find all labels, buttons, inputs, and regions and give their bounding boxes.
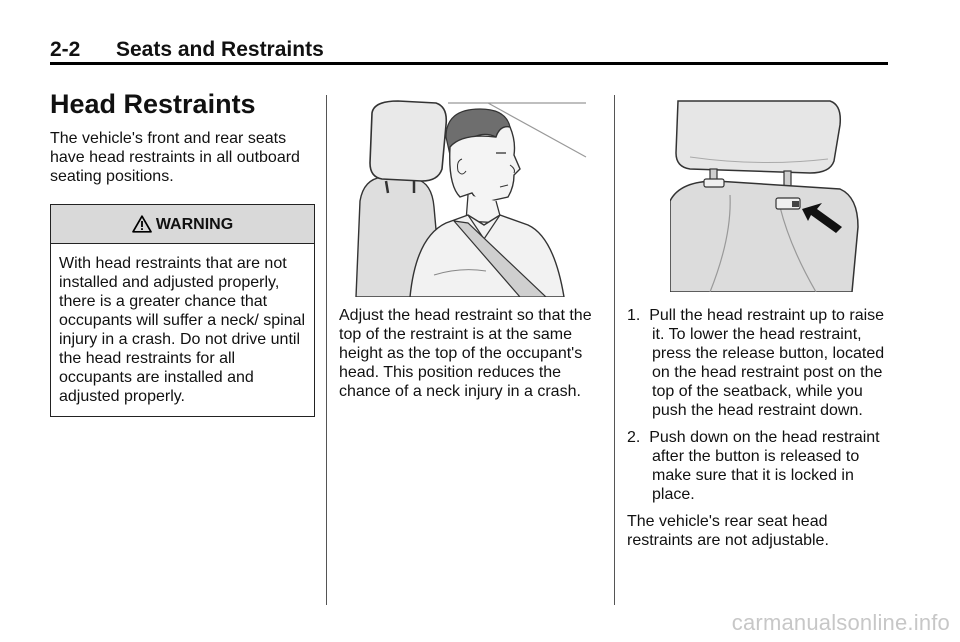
column-right <box>627 97 889 550</box>
section-title: Seats and Restraints <box>116 38 324 61</box>
column-middle <box>339 97 601 401</box>
watermark: carmanualsonline.info <box>731 610 950 635</box>
header-rule <box>50 62 888 65</box>
warning-triangle-icon <box>132 215 152 233</box>
closing-paragraph: The vehicle's rear seat head restraints are not adjustable. <box>627 513 829 549</box>
intro-paragraph: The vehicle's front and rear seats have head restraints in all outboard seating positions. <box>50 130 300 185</box>
adjust-paragraph: Adjust the head restraint so that the top of the restraint is at the same height as the top of the occupant's head. This position reduces the chance of a neck injury in a crash. <box>339 307 592 400</box>
list-item <box>627 428 889 504</box>
page-number: 2-2 <box>50 38 81 61</box>
warning-text: With head restraints that are not installed and adjusted properly, there is a greater chance that occupants will suffer a neck/ spinal injury in a crash. Do not drive until the head restraints for all occupants are installed and adjusted properly. <box>59 255 306 405</box>
head-restraint-release-illustration <box>670 97 860 292</box>
list-item <box>627 306 889 420</box>
step-number: 1. <box>627 307 641 324</box>
warning-label: WARNING <box>155 215 234 233</box>
warning-header <box>51 205 314 244</box>
warning-box <box>50 204 315 417</box>
step-text: Push down on the head restraint after the button is released to make sure that it is locked in place. <box>649 429 880 503</box>
column-divider <box>614 95 615 605</box>
column-divider <box>326 95 327 605</box>
page-header <box>50 38 888 64</box>
occupant-head-restraint-illustration <box>350 97 590 297</box>
column-left <box>50 88 316 417</box>
page-heading: Head Restraints <box>50 89 256 119</box>
step-text: Pull the head restraint up to raise it. To lower the head restraint, press the release button, located on the head restraint post on the top of the seatback, while you push the head restraint down. <box>649 307 885 419</box>
step-number: 2. <box>627 429 641 446</box>
steps-list <box>627 306 889 504</box>
